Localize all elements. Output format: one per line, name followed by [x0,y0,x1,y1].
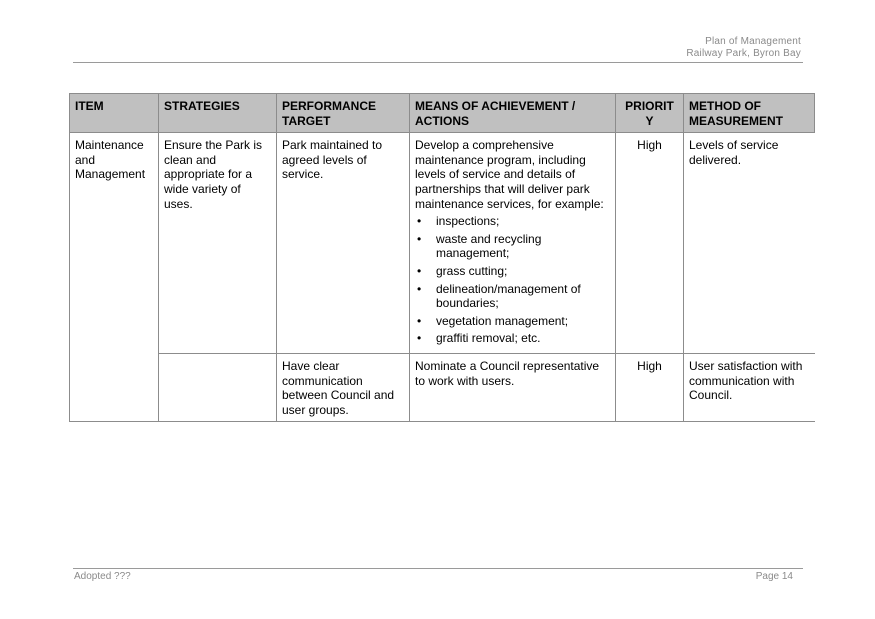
page-header [686,36,801,60]
table-row [70,353,815,421]
measurement-cell: Levels of service delivered. [684,133,815,354]
means-intro: Develop a comprehensive maintenance program, including levels of service and details of partnerships that will deliver park maintenance services, for example: [415,138,604,211]
list-item: • inspections; [436,214,610,229]
strategy-cell [159,353,277,421]
footer-page-number: Page 14 [755,571,793,582]
means-bullet-list [415,214,610,346]
table-header-row [70,94,815,133]
table-row [70,133,815,354]
column-header-performance-target: PERFORMANCE TARGET [277,94,410,133]
column-header-item: ITEM [70,94,159,133]
list-item: • delineation/management of boundaries; [436,282,610,311]
column-header-means: MEANS OF ACHIEVEMENT / ACTIONS [410,94,616,133]
list-item: • waste and recycling management; [436,232,610,261]
priority-cell: High [616,133,684,354]
item-cell: Maintenance and Management [70,133,159,422]
footer-divider [73,568,803,569]
target-cell: Park maintained to agreed levels of service. [277,133,410,354]
strategy-cell: Ensure the Park is clean and appropriate for a wide variety of uses. [159,133,277,354]
header-title: Plan of Management [705,36,801,47]
column-header-strategies: STRATEGIES [159,94,277,133]
list-item: • grass cutting; [436,264,610,279]
header-divider [73,62,803,63]
list-item: • vegetation management; [436,314,610,329]
list-item: • graffiti removal; etc. [436,331,610,346]
measurement-cell: User satisfaction with communication with Council. [684,353,815,421]
target-cell: Have clear communication between Council and user groups. [277,353,410,421]
footer-adoption-status: Adopted ??? [74,571,131,582]
priority-cell: High [616,353,684,421]
column-header-measurement: METHOD OF MEASUREMENT [684,94,815,133]
means-cell [410,133,616,354]
header-subtitle: Railway Park, Byron Bay [686,48,801,59]
means-cell: Nominate a Council representative to work with users. [410,353,616,421]
management-table [69,93,815,422]
column-header-priority: PRIORIT Y [616,94,684,133]
